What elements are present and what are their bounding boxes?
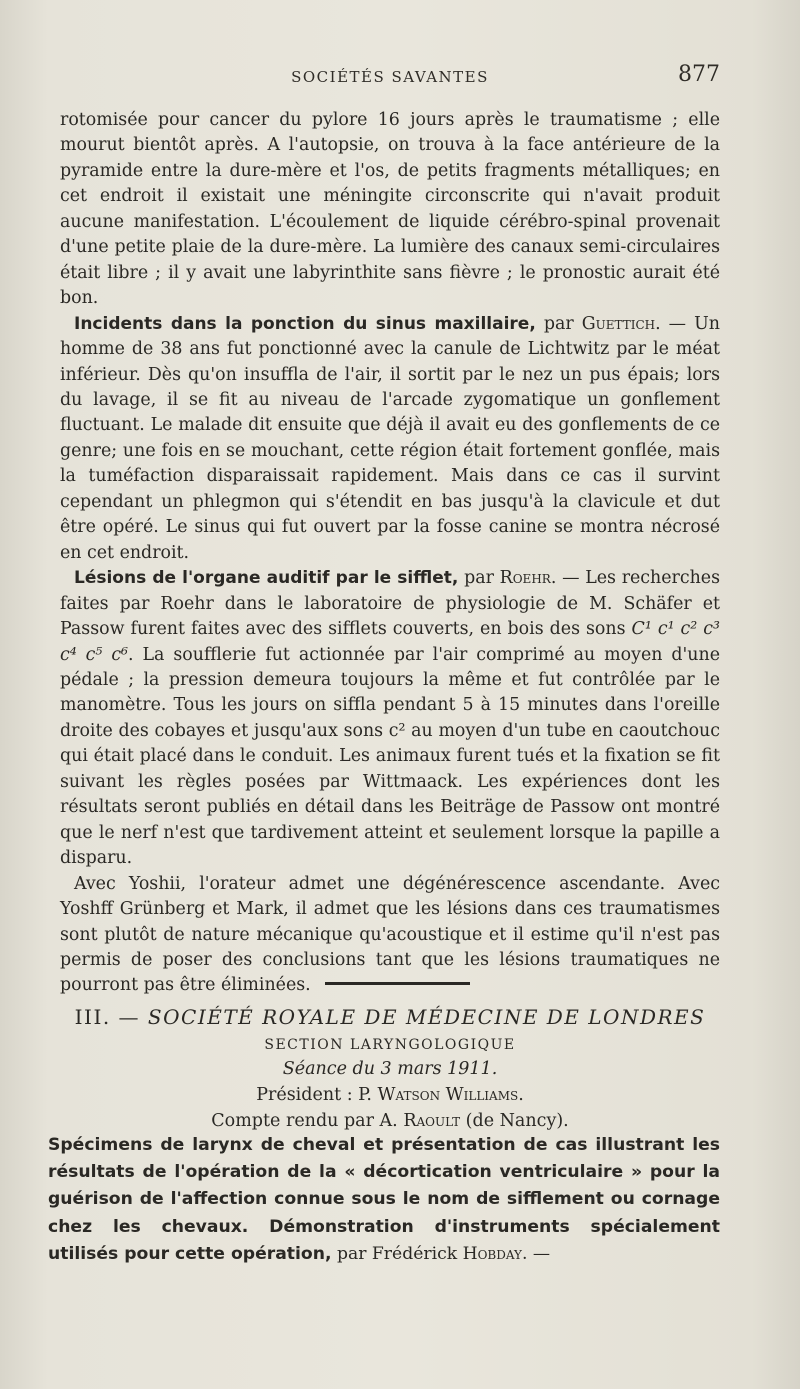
author-name: Guettich bbox=[581, 313, 656, 334]
article-body bbox=[60, 108, 720, 999]
society-title: SOCIÉTÉ ROYALE DE MÉDECINE DE LONDRES bbox=[147, 1005, 706, 1029]
compte-rendu-line bbox=[60, 1108, 720, 1134]
paragraph-yoshii: Avec Yoshii, l'orateur admet une dégénérescence ascendante. Avec Yoshff Grünberg et Mark, il admet que les lésions dans ces traumatismes sont plutôt de nature mécanique qu'acoustique et il estime qu'il n'est pas permis de poser des conclusions tant que les lésions traumatiques ne pourront pas être éliminées. bbox=[60, 873, 720, 996]
article-title: Spécimens de larynx de cheval et présentation de cas illustrant les résultats de l'opération de la « décortication ventriculaire » pour la guérison de l'affection connue sous le nom de sifflement ou cornage chez les chevaux. Démonstration d'instruments spécialement utilisés pour cette opération, bbox=[48, 1135, 720, 1264]
compte-label: Compte rendu par A. bbox=[211, 1111, 404, 1131]
by-text: par Frédérick bbox=[331, 1243, 463, 1264]
author-name: Hobday bbox=[462, 1243, 522, 1264]
article-title: Lésions de l'organe auditif par le sifflet, bbox=[74, 568, 459, 589]
paragraph-end: . — bbox=[521, 1243, 551, 1264]
paragraph-text: . — Un homme de 38 ans fut ponctionné avec la canule de Lichtwitz par le méat inférieur. Dès qu'on insuffla de l'air, il sortit par le nez un pus épais; lors du lavage, il se fit au niveau de l'arcade zygomatique un gonflement fluctuant. Le malade dit ensuite que déjà il avait eu des gonflements de ce genre; une fois en se mouchant, cette région était fortement gonflée, mais la tuméfaction disparaissait rapidement. Mais dans ce cas il survint cependant un phlegmon qui s'étendit en bas jusqu'à la clavicule et dut être opéré. Le sinus qui fut ouvert par la fosse canine se montra nécrosé en cet endroit. bbox=[60, 313, 720, 563]
paragraph-organe-auditif bbox=[60, 566, 720, 871]
author-name: Roehr bbox=[499, 568, 551, 589]
paragraph-sinus-maxillaire bbox=[60, 312, 720, 567]
section-header bbox=[60, 1000, 720, 1134]
president-label: Président : P. bbox=[256, 1085, 378, 1105]
compte-author: Raoult bbox=[403, 1111, 461, 1131]
page-header bbox=[60, 62, 720, 92]
page-number: 877 bbox=[678, 62, 720, 87]
section-subtitle: SECTION LARYNGOLOGIQUE bbox=[264, 1037, 516, 1053]
running-title: SOCIÉTÉS SAVANTES bbox=[291, 68, 489, 86]
compte-place: (de Nancy). bbox=[460, 1111, 569, 1131]
president-line bbox=[60, 1082, 720, 1108]
sound-notes: C¹ c¹ c² c³ c⁴ c⁵ c⁶ bbox=[60, 619, 720, 665]
paragraph-text: . — Les recherches faites par Roehr dans le laboratoire de physiologie de M. Schäfer et Passow furent faites avec des sifflets couverts, en bois des sons bbox=[60, 568, 721, 640]
society-heading bbox=[60, 1000, 720, 1034]
seance-date: Séance du 3 mars 1911. bbox=[282, 1059, 498, 1079]
section-divider bbox=[325, 982, 470, 985]
article-title: Incidents dans la ponction du sinus maxillaire, bbox=[74, 313, 536, 334]
paragraph-continuation: rotomisée pour cancer du pylore 16 jours après le traumatisme ; elle mourut bientôt après. A l'autopsie, on trouva à la face antérieure de la pyramide entre la dure-mère et l'os, de petits fragments métalliques; en cet endroit il existait une méningite circonscrite qui n'avait produit aucune manifestation. L'écoulement de liquide cérébro-spinal provenait d'une petite plaie de la dure-mère. La lumière des canaux semi-circulaires était libre ; il y avait une labyrinthite sans fièvre ; le pronostic aurait été bon. bbox=[60, 110, 720, 309]
paragraph-specimens bbox=[48, 1132, 720, 1268]
paragraph-text: . La soufflerie fut actionnée par l'air comprimé au moyen d'une pédale ; la pression demeura toujours la même et fut contrôlée par le manomètre. Tous les jours on siffla pendant 5 à 15 minutes dans l'oreille droite des cobayes et jusqu'aux sons c² au moyen d'un tube en caoutchouc qui était placé dans le conduit. Les animaux furent tués et la fixation se fit suivant les règles posées par Wittmaack. Les expériences dont les résultats seront publiés en détail dans les Beiträge de Passow ont montré que le nerf n'est que tardivement atteint et seulement lorsque la papille a disparu. bbox=[60, 644, 720, 869]
by-text: par bbox=[535, 313, 582, 334]
by-text: par bbox=[458, 568, 500, 589]
president-name: Watson Williams bbox=[377, 1085, 519, 1105]
president-end: . bbox=[518, 1085, 524, 1105]
section-number: III. — bbox=[74, 1005, 141, 1029]
